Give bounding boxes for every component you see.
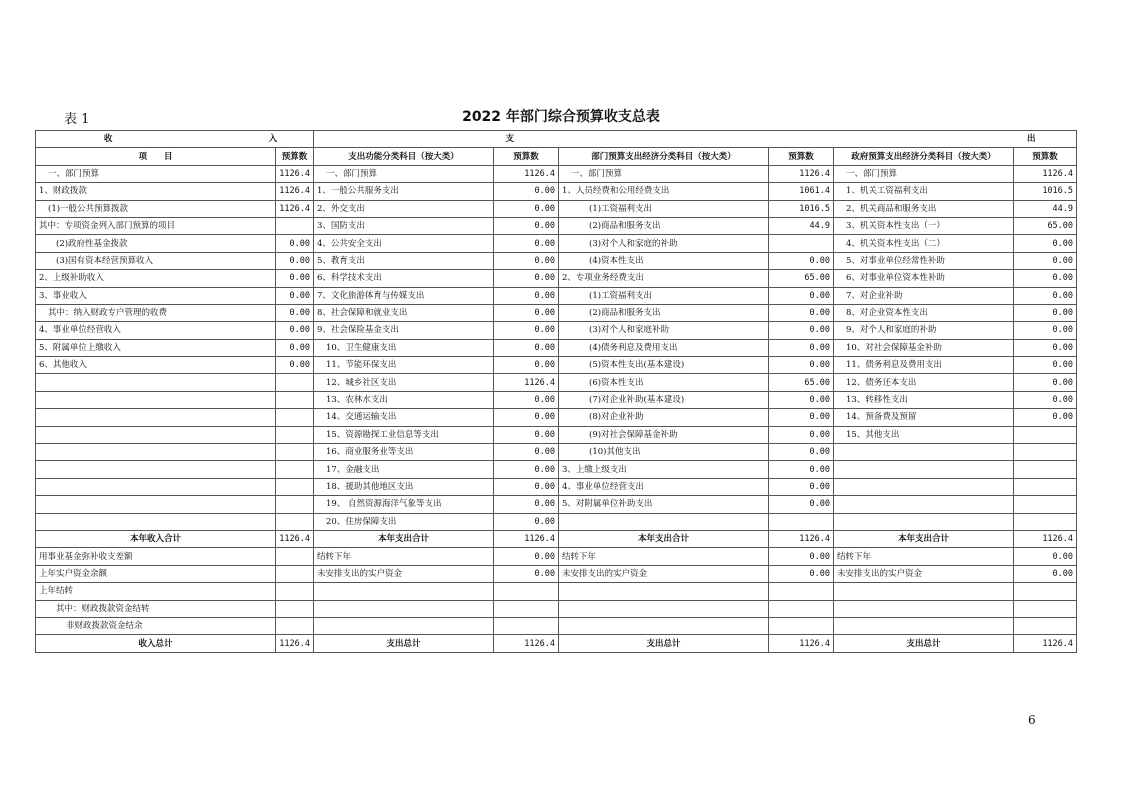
item-name-cell: [36, 444, 276, 461]
budget-value-cell: 0.00: [1014, 235, 1077, 252]
table-row: [36, 183, 1077, 200]
budget-value-cell: [276, 461, 314, 478]
item-name-cell: [834, 444, 1014, 461]
table-row: [36, 444, 1077, 461]
table-row: [36, 357, 1077, 374]
item-name-cell: 一、部门预算: [36, 165, 276, 182]
item-name-cell: 8、社会保障和就业支出: [314, 304, 494, 321]
column-header-budget: 预算数: [1014, 148, 1077, 165]
budget-value-cell: 0.00: [276, 252, 314, 269]
total-label-cell: 支出总计: [314, 635, 494, 652]
item-name-cell: 结转下年: [834, 548, 1014, 565]
item-name-cell: 非财政拨款资金结余: [36, 617, 276, 634]
budget-value-cell: [1014, 426, 1077, 443]
table-row: [36, 391, 1077, 408]
column-header-budget: 预算数: [769, 148, 834, 165]
budget-value-cell: 0.00: [494, 357, 559, 374]
total-value-cell: 1126.4: [494, 635, 559, 652]
budget-value-cell: [276, 617, 314, 634]
item-name-cell: [36, 374, 276, 391]
table-row: [36, 513, 1077, 530]
item-name-cell: 13、转移性支出: [834, 391, 1014, 408]
budget-value-cell: 0.00: [494, 183, 559, 200]
table-row: [36, 287, 1077, 304]
item-name-cell: 结转下年: [314, 548, 494, 565]
item-name-cell: (3)对个人和家庭补助: [559, 322, 769, 339]
item-name-cell: [36, 478, 276, 495]
item-name-cell: (5)资本性支出(基本建设): [559, 357, 769, 374]
budget-value-cell: 0.00: [494, 444, 559, 461]
budget-value-cell: [769, 513, 834, 530]
item-name-cell: 10、对社会保障基金补助: [834, 339, 1014, 356]
budget-value-cell: [769, 235, 834, 252]
item-name-cell: 1、机关工资福利支出: [834, 183, 1014, 200]
document-title: 2022 年部门综合预算收支总表: [462, 109, 660, 125]
budget-value-cell: 0.00: [276, 304, 314, 321]
budget-value-cell: 0.00: [769, 461, 834, 478]
total-value-cell: 1126.4: [769, 635, 834, 652]
item-name-cell: [314, 617, 494, 634]
item-name-cell: 16、商业服务业等支出: [314, 444, 494, 461]
item-name-cell: 3、国防支出: [314, 217, 494, 234]
income-section-header: 收 入: [36, 131, 314, 148]
budget-value-cell: 0.00: [769, 287, 834, 304]
total-label-cell: 本年支出合计: [559, 530, 769, 547]
budget-value-cell: [769, 600, 834, 617]
table-row: [36, 339, 1077, 356]
table-row: [36, 165, 1077, 182]
budget-value-cell: 0.00: [494, 287, 559, 304]
item-name-cell: 用事业基金弥补收支差额: [36, 548, 276, 565]
budget-value-cell: [1014, 461, 1077, 478]
table-row: [36, 270, 1077, 287]
item-name-cell: (2)政府性基金拨款: [36, 235, 276, 252]
item-name-cell: 4、事业单位经营收入: [36, 322, 276, 339]
item-name-cell: 一、部门预算: [314, 165, 494, 182]
item-name-cell: 4、事业单位经营支出: [559, 478, 769, 495]
column-header-item: 项 目: [36, 148, 276, 165]
item-name-cell: 17、金融支出: [314, 461, 494, 478]
item-name-cell: (4)债务利息及费用支出: [559, 339, 769, 356]
budget-value-cell: 0.00: [494, 304, 559, 321]
total-label-cell: 本年支出合计: [314, 530, 494, 547]
budget-value-cell: [1014, 600, 1077, 617]
budget-value-cell: 0.00: [494, 548, 559, 565]
item-name-cell: [36, 426, 276, 443]
item-name-cell: [834, 496, 1014, 513]
budget-value-cell: 0.00: [494, 426, 559, 443]
item-name-cell: 2、外交支出: [314, 200, 494, 217]
table-row: [36, 496, 1077, 513]
item-name-cell: 15、资源勘探工业信息等支出: [314, 426, 494, 443]
item-name-cell: 9、社会保险基金支出: [314, 322, 494, 339]
budget-value-cell: 44.9: [769, 217, 834, 234]
item-name-cell: 5、附属单位上缴收入: [36, 339, 276, 356]
item-name-cell: 1、人员经费和公用经费支出: [559, 183, 769, 200]
budget-value-cell: [276, 565, 314, 582]
item-name-cell: 19、 自然资源海洋气象等支出: [314, 496, 494, 513]
budget-value-cell: 0.00: [494, 339, 559, 356]
table-number: 表 1: [64, 112, 90, 127]
item-name-cell: [834, 478, 1014, 495]
table-row: [36, 426, 1077, 443]
item-name-cell: 3、上缴上级支出: [559, 461, 769, 478]
item-name-cell: 12、债务还本支出: [834, 374, 1014, 391]
table-row: [36, 565, 1077, 582]
budget-value-cell: 0.00: [276, 357, 314, 374]
item-name-cell: 14、预备费及预留: [834, 409, 1014, 426]
item-name-cell: (3)对个人和家庭的补助: [559, 235, 769, 252]
budget-value-cell: [1014, 496, 1077, 513]
table-row: [36, 252, 1077, 269]
item-name-cell: (9)对社会保障基金补助: [559, 426, 769, 443]
budget-value-cell: 0.00: [769, 409, 834, 426]
item-name-cell: [314, 600, 494, 617]
budget-value-cell: 0.00: [494, 217, 559, 234]
budget-value-cell: 0.00: [494, 200, 559, 217]
budget-value-cell: 0.00: [769, 565, 834, 582]
item-name-cell: [834, 600, 1014, 617]
budget-value-cell: 0.00: [1014, 409, 1077, 426]
item-name-cell: 5、对附属单位补助支出: [559, 496, 769, 513]
budget-value-cell: 0.00: [769, 304, 834, 321]
item-name-cell: [559, 600, 769, 617]
budget-value-cell: 0.00: [494, 391, 559, 408]
item-name-cell: [834, 461, 1014, 478]
budget-value-cell: 0.00: [1014, 357, 1077, 374]
budget-value-cell: [1014, 444, 1077, 461]
total-value-cell: 1126.4: [769, 530, 834, 547]
budget-value-cell: 0.00: [1014, 252, 1077, 269]
item-name-cell: 未安排支出的实户资金: [559, 565, 769, 582]
budget-value-cell: 0.00: [769, 391, 834, 408]
budget-value-cell: 0.00: [494, 478, 559, 495]
budget-value-cell: 0.00: [1014, 565, 1077, 582]
table-row: [36, 409, 1077, 426]
budget-value-cell: 1126.4: [769, 165, 834, 182]
item-name-cell: 4、机关资本性支出（二）: [834, 235, 1014, 252]
item-name-cell: [36, 496, 276, 513]
budget-value-cell: 0.00: [1014, 374, 1077, 391]
total-value-cell: 1126.4: [276, 530, 314, 547]
item-name-cell: 20、住房保障支出: [314, 513, 494, 530]
budget-value-cell: [769, 583, 834, 600]
budget-value-cell: [276, 444, 314, 461]
item-name-cell: 9、对个人和家庭的补助: [834, 322, 1014, 339]
budget-value-cell: 0.00: [769, 478, 834, 495]
budget-value-cell: 0.00: [769, 322, 834, 339]
budget-value-cell: 1016.5: [769, 200, 834, 217]
total-label-cell: 收入总计: [36, 635, 276, 652]
table-row: [36, 200, 1077, 217]
budget-value-cell: [1014, 513, 1077, 530]
item-name-cell: 8、对企业资本性支出: [834, 304, 1014, 321]
item-name-cell: [36, 513, 276, 530]
item-name-cell: 其中：财政拨款资金结转: [36, 600, 276, 617]
budget-value-cell: [276, 391, 314, 408]
item-name-cell: 5、教育支出: [314, 252, 494, 269]
table-row: [36, 600, 1077, 617]
column-header-row: [36, 148, 1077, 165]
table-row: [36, 617, 1077, 634]
section-header-row: [36, 131, 1077, 148]
item-name-cell: 3、机关资本性支出（一）: [834, 217, 1014, 234]
table-row: [36, 217, 1077, 234]
budget-value-cell: 0.00: [494, 565, 559, 582]
item-name-cell: 2、专项业务经费支出: [559, 270, 769, 287]
budget-value-cell: [1014, 583, 1077, 600]
budget-value-cell: [1014, 478, 1077, 495]
budget-value-cell: [494, 617, 559, 634]
item-name-cell: 6、科学技术支出: [314, 270, 494, 287]
budget-value-cell: [276, 548, 314, 565]
budget-value-cell: 0.00: [494, 270, 559, 287]
item-name-cell: (10)其他支出: [559, 444, 769, 461]
item-name-cell: 2、机关商品和服务支出: [834, 200, 1014, 217]
table-row: [36, 548, 1077, 565]
item-name-cell: 其中：专项资金列入部门预算的项目: [36, 217, 276, 234]
budget-value-cell: 0.00: [769, 496, 834, 513]
item-name-cell: 4、公共安全支出: [314, 235, 494, 252]
item-name-cell: 2、上级补助收入: [36, 270, 276, 287]
item-name-cell: [834, 513, 1014, 530]
budget-value-cell: 0.00: [494, 322, 559, 339]
item-name-cell: 结转下年: [559, 548, 769, 565]
item-name-cell: [36, 409, 276, 426]
budget-value-cell: [494, 600, 559, 617]
total-value-cell: 1126.4: [1014, 635, 1077, 652]
budget-value-cell: [494, 583, 559, 600]
item-name-cell: 12、城乡社区支出: [314, 374, 494, 391]
budget-value-cell: 0.00: [1014, 270, 1077, 287]
budget-value-cell: 0.00: [494, 235, 559, 252]
budget-value-cell: 0.00: [276, 339, 314, 356]
item-name-cell: (2)商品和服务支出: [559, 304, 769, 321]
item-name-cell: [36, 391, 276, 408]
item-name-cell: 14、交通运输支出: [314, 409, 494, 426]
item-name-cell: 7、对企业补助: [834, 287, 1014, 304]
budget-value-cell: 0.00: [1014, 339, 1077, 356]
budget-value-cell: 0.00: [276, 322, 314, 339]
item-name-cell: 15、其他支出: [834, 426, 1014, 443]
budget-value-cell: 0.00: [1014, 287, 1077, 304]
item-name-cell: 10、卫生健康支出: [314, 339, 494, 356]
total-label-cell: 支出总计: [559, 635, 769, 652]
budget-value-cell: 0.00: [1014, 391, 1077, 408]
item-name-cell: (1)工资福利支出: [559, 200, 769, 217]
total-value-cell: 1126.4: [276, 635, 314, 652]
budget-value-cell: 44.9: [1014, 200, 1077, 217]
budget-value-cell: [276, 583, 314, 600]
total-value-cell: 1126.4: [1014, 530, 1077, 547]
item-name-cell: [36, 461, 276, 478]
item-name-cell: [559, 513, 769, 530]
budget-value-cell: 65.00: [769, 270, 834, 287]
budget-value-cell: 0.00: [276, 235, 314, 252]
column-header-gov-econ: 政府预算支出经济分类科目（按大类）: [834, 148, 1014, 165]
item-name-cell: 1、一般公共服务支出: [314, 183, 494, 200]
table-row: [36, 583, 1077, 600]
budget-value-cell: [276, 426, 314, 443]
item-name-cell: 上年实户资金余额: [36, 565, 276, 582]
budget-value-cell: 0.00: [769, 339, 834, 356]
budget-value-cell: 0.00: [494, 461, 559, 478]
total-value-cell: 1126.4: [494, 530, 559, 547]
item-name-cell: 上年结转: [36, 583, 276, 600]
budget-value-cell: 0.00: [769, 252, 834, 269]
budget-value-cell: [1014, 617, 1077, 634]
item-name-cell: (6)资本性支出: [559, 374, 769, 391]
item-name-cell: 6、其他收入: [36, 357, 276, 374]
item-name-cell: 其中：纳入财政专户管理的收费: [36, 304, 276, 321]
budget-value-cell: 1126.4: [1014, 165, 1077, 182]
item-name-cell: (1)一般公共预算拨款: [36, 200, 276, 217]
item-name-cell: [834, 617, 1014, 634]
budget-value-cell: 0.00: [276, 287, 314, 304]
page-number: 6: [1028, 713, 1036, 727]
expense-section-header: 支 出: [314, 131, 1077, 148]
column-header-budget: 预算数: [276, 148, 314, 165]
budget-value-cell: 0.00: [1014, 548, 1077, 565]
total-label-cell: 本年收入合计: [36, 530, 276, 547]
budget-value-cell: 1126.4: [494, 165, 559, 182]
table-row: [36, 304, 1077, 321]
item-name-cell: [834, 583, 1014, 600]
table-row: [36, 374, 1077, 391]
budget-summary-table: [35, 130, 1077, 653]
total-label-cell: 本年支出合计: [834, 530, 1014, 547]
budget-value-cell: 0.00: [276, 270, 314, 287]
budget-value-cell: 1016.5: [1014, 183, 1077, 200]
item-name-cell: [314, 583, 494, 600]
item-name-cell: (8)对企业补助: [559, 409, 769, 426]
table-row: [36, 478, 1077, 495]
budget-value-cell: 0.00: [769, 426, 834, 443]
budget-value-cell: [276, 409, 314, 426]
item-name-cell: 11、债务利息及费用支出: [834, 357, 1014, 374]
item-name-cell: (3)国有资本经营预算收入: [36, 252, 276, 269]
budget-value-cell: 0.00: [1014, 304, 1077, 321]
item-name-cell: (1)工资福利支出: [559, 287, 769, 304]
budget-value-cell: [276, 600, 314, 617]
budget-value-cell: 0.00: [494, 513, 559, 530]
budget-value-cell: 0.00: [769, 444, 834, 461]
item-name-cell: 13、农林水支出: [314, 391, 494, 408]
budget-value-cell: 1126.4: [276, 165, 314, 182]
budget-value-cell: 0.00: [769, 357, 834, 374]
item-name-cell: [559, 617, 769, 634]
item-name-cell: (4)资本性支出: [559, 252, 769, 269]
budget-value-cell: 1061.4: [769, 183, 834, 200]
column-header-func-class: 支出功能分类科目（按大类）: [314, 148, 494, 165]
table-row: [36, 461, 1077, 478]
budget-value-cell: [276, 496, 314, 513]
column-header-budget: 预算数: [494, 148, 559, 165]
item-name-cell: [559, 583, 769, 600]
column-header-dept-econ: 部门预算支出经济分类科目（按大类）: [559, 148, 769, 165]
budget-value-cell: [276, 217, 314, 234]
budget-value-cell: 0.00: [769, 548, 834, 565]
item-name-cell: 一、部门预算: [559, 165, 769, 182]
item-name-cell: 7、文化旅游体育与传媒支出: [314, 287, 494, 304]
item-name-cell: 未安排支出的实户资金: [314, 565, 494, 582]
budget-value-cell: [276, 478, 314, 495]
item-name-cell: 11、节能环保支出: [314, 357, 494, 374]
item-name-cell: (2)商品和服务支出: [559, 217, 769, 234]
grand-total-row: [36, 635, 1077, 652]
item-name-cell: 18、援助其他地区支出: [314, 478, 494, 495]
budget-value-cell: 1126.4: [276, 183, 314, 200]
table-row: [36, 235, 1077, 252]
budget-value-cell: 0.00: [494, 496, 559, 513]
budget-value-cell: [276, 374, 314, 391]
item-name-cell: 3、事业收入: [36, 287, 276, 304]
budget-value-cell: 0.00: [494, 252, 559, 269]
budget-value-cell: 65.00: [769, 374, 834, 391]
budget-value-cell: 65.00: [1014, 217, 1077, 234]
budget-value-cell: 1126.4: [494, 374, 559, 391]
budget-value-cell: [276, 513, 314, 530]
item-name-cell: 5、对事业单位经常性补助: [834, 252, 1014, 269]
item-name-cell: 1、财政拨款: [36, 183, 276, 200]
budget-value-cell: 0.00: [1014, 322, 1077, 339]
budget-value-cell: 1126.4: [276, 200, 314, 217]
item-name-cell: (7)对企业补助(基本建设): [559, 391, 769, 408]
total-label-cell: 支出总计: [834, 635, 1014, 652]
item-name-cell: 6、对事业单位资本性补助: [834, 270, 1014, 287]
item-name-cell: 未安排支出的实户资金: [834, 565, 1014, 582]
year-total-row: [36, 530, 1077, 547]
item-name-cell: 一、部门预算: [834, 165, 1014, 182]
table-row: [36, 322, 1077, 339]
budget-value-cell: [769, 617, 834, 634]
budget-value-cell: 0.00: [494, 409, 559, 426]
